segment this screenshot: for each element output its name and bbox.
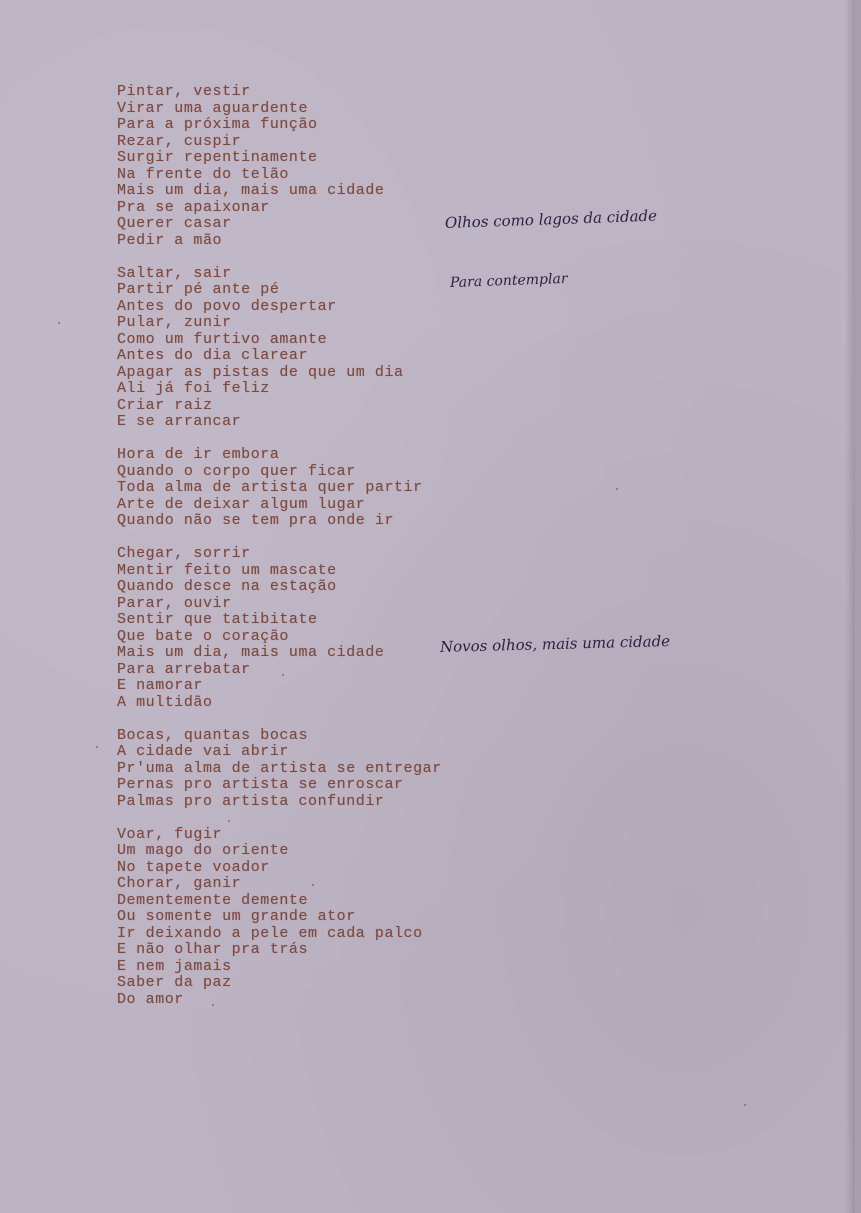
poem-line: Dementemente demente — [117, 891, 309, 909]
poem-line: Palmas pro artista confundir — [117, 792, 385, 810]
poem-line: Voar, fugir — [117, 825, 223, 843]
poem-line: Querer casar — [117, 215, 232, 232]
poem-line: Rezar, cuspir — [117, 132, 242, 150]
poem-line: Saltar, sair — [117, 264, 232, 282]
poem-line: Arte de deixar algum lugar — [117, 495, 366, 513]
poem-line: Um mago do oriente — [117, 842, 289, 859]
poem-stanza — [117, 728, 537, 811]
handwritten-note-novos-olhos: Novos olhos, mais uma cidade — [439, 631, 671, 656]
poem-line: Chegar, sorrir — [117, 545, 251, 562]
poem-line: Virar uma aguardente — [117, 99, 309, 117]
paper-speck — [312, 884, 314, 886]
paper-speck — [58, 322, 60, 324]
poem-line: Apagar as pistas de que um dia — [117, 363, 404, 381]
poem-line: Para a próxima função — [117, 116, 318, 133]
poem-line: Pintar, vestir — [117, 83, 251, 100]
poem-line: E nem jamais — [117, 957, 232, 975]
poem-line: Sentir que tatibitate — [117, 611, 318, 628]
poem-line: Saber da paz — [117, 974, 232, 991]
poem-line: Parar, ouvir — [117, 594, 232, 612]
poem-line: Bocas, quantas bocas — [117, 726, 309, 744]
poem-line: Chorar, ganir — [117, 875, 242, 892]
poem-line: Pedir a mão — [117, 231, 223, 249]
poem-line: Partir pé ante pé — [117, 281, 280, 298]
paper-speck — [96, 746, 98, 748]
poem-line: Ir deixando a pele em cada palco — [117, 924, 423, 942]
poem-line: Que bate o coração — [117, 627, 289, 645]
poem-line: Ali já foi feliz — [117, 380, 270, 397]
poem-stanza — [117, 546, 537, 711]
poem-line: Ou somente um grande ator — [117, 908, 356, 925]
poem-line: No tapete voador — [117, 858, 270, 876]
poem-line: Surgir repentinamente — [117, 149, 318, 166]
poem-line: Antes do dia clarear — [117, 347, 309, 364]
poem-line: Quando não se tem pra onde ir — [117, 512, 394, 529]
poem-line: Pernas pro artista se enroscar — [117, 776, 404, 793]
poem-line: Pr'uma alma de artista se entregar — [117, 759, 442, 777]
poem-line: Quando o corpo quer ficar — [117, 462, 356, 480]
poem-line: Mais um dia, mais uma cidade — [117, 182, 385, 199]
poem-line: Pra se apaixonar — [117, 198, 270, 216]
page-edge-shadow — [845, 0, 855, 1213]
poem-stanza — [117, 827, 537, 1009]
poem-line: Mentir feito um mascate — [117, 561, 337, 579]
handwritten-note-olhos — [445, 173, 657, 333]
handwritten-note-line: Para contemplar — [449, 270, 568, 291]
poem-line: Do amor — [117, 990, 184, 1008]
poem-line: A cidade vai abrir — [117, 743, 289, 760]
paper-speck — [616, 488, 618, 490]
paper-speck — [282, 674, 284, 676]
poem-line: Como um furtivo amante — [117, 330, 328, 348]
paper-speck — [744, 1104, 746, 1106]
poem-line: Criar raiz — [117, 396, 213, 414]
poem-line: Mais um dia, mais uma cidade — [117, 644, 385, 661]
paper-speck — [212, 1004, 214, 1006]
handwritten-note-line: Olhos como lagos da cidade — [444, 206, 658, 232]
poem-line: E não olhar pra trás — [117, 941, 309, 958]
poem-line: Na frente do telão — [117, 165, 289, 183]
poem-line: Para arrebatar — [117, 660, 251, 678]
poem-line: Hora de ir embora — [117, 446, 280, 463]
poem-line: Antes do povo despertar — [117, 297, 337, 315]
paper-speck — [228, 820, 230, 822]
poem-line: Toda alma de artista quer partir — [117, 479, 423, 496]
poem-line: Quando desce na estação — [117, 578, 337, 595]
poem-line: A multidão — [117, 693, 213, 711]
poem-line: E namorar — [117, 677, 203, 694]
poem-stanza — [117, 447, 537, 530]
poem-line: E se arrancar — [117, 413, 242, 430]
poem-line: Pular, zunir — [117, 314, 232, 331]
